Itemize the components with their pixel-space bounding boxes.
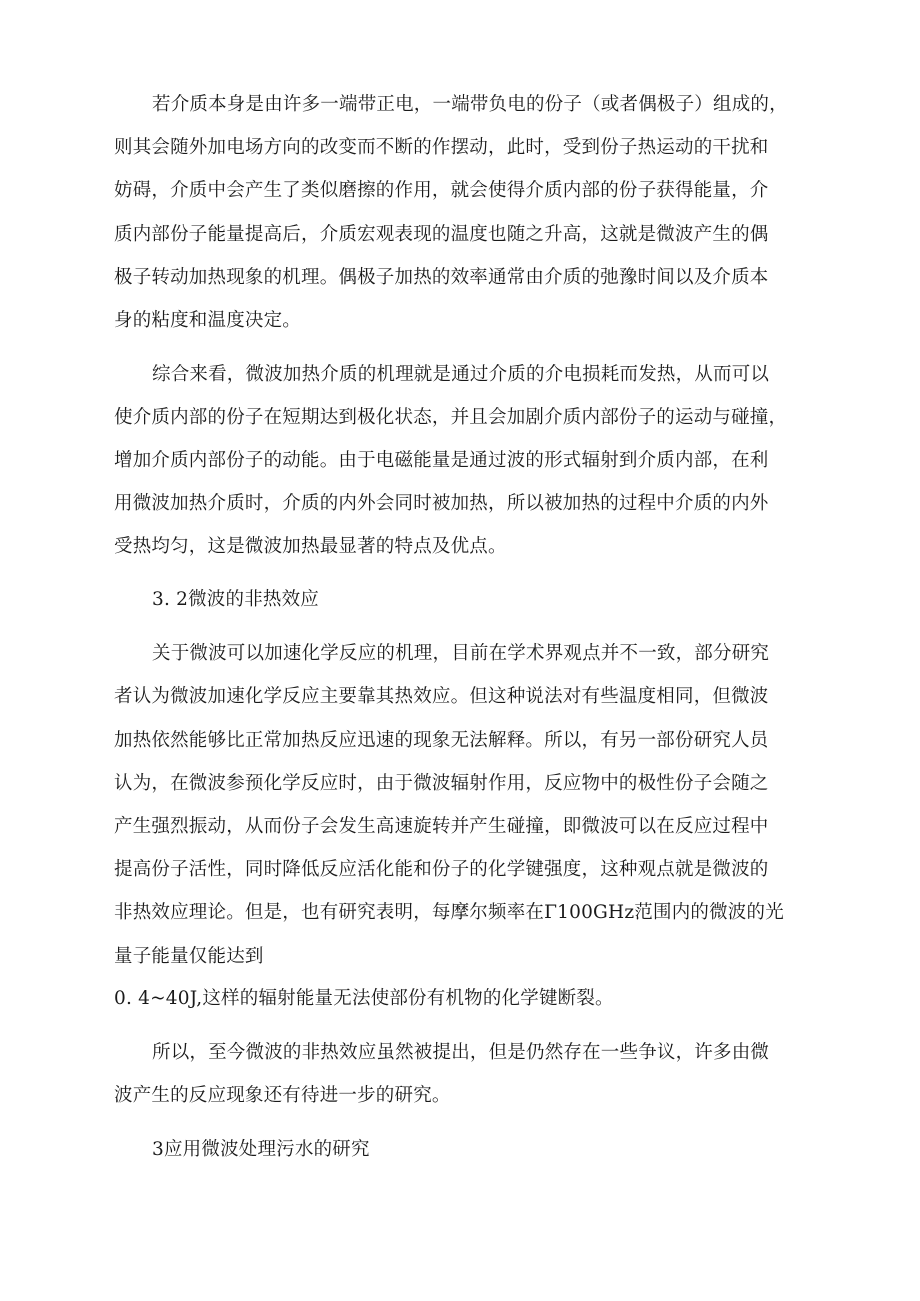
paragraph-1-line-5: 极子转动加热现象的机理。偶极子加热的效率通常由介质的弛豫时间以及介质本 <box>114 267 769 288</box>
paragraph-2-line-3: 增加介质内部份子的动能。由于电磁能量是通过波的形式辐射到介质内部，在利 <box>114 450 769 471</box>
paragraph-3-line-1: 关于微波可以加速化学反应的机理，目前在学术界观点并不一致，部分研究 <box>152 643 770 664</box>
paragraph-1-line-3: 妨碍，介质中会产生了类似磨擦的作用，就会使得介质内部的份子获得能量，介 <box>114 180 769 201</box>
paragraph-3-line-7: 非热效应理论。但是，也有研究表明，每摩尔频率在Γ100GHz范围内的微波的光 <box>114 902 784 923</box>
paragraph-2-line-4: 用微波加热介质时，介质的内外会同时被加热，所以被加热的过程中介质的内外 <box>114 493 769 514</box>
paragraph-3-line-6: 提高份子活性，同时降低反应活化能和份子的化学键强度，这种观点就是微波的 <box>114 859 769 880</box>
paragraph-2-line-5: 受热均匀，这是微波加热最显著的特点及优点。 <box>114 536 507 557</box>
paragraph-2-line-2: 使介质内部的份子在短期达到极化状态，并且会加剧介质内部份子的运动与碰撞， <box>114 407 788 428</box>
paragraph-3-line-2: 者认为微波加速化学反应主要靠其热效应。但这种说法对有些温度相同，但微波 <box>114 686 769 707</box>
paragraph-4-line-1: 所以，至今微波的非热效应虽然被提出，但是仍然存在一些争议，许多由微 <box>152 1042 770 1063</box>
paragraph-3-line-8: 量子能量仅能达到 <box>114 946 264 967</box>
paragraph-1-line-2: 则其会随外加电场方向的改变而不断的作摆动，此时，受到份子热运动的干扰和 <box>114 137 769 158</box>
paragraph-1-line-4: 质内部份子能量提高后，介质宏观表现的温度也随之升高，这就是微波产生的偶 <box>114 224 769 245</box>
paragraph-3-line-4: 认为，在微波参预化学反应时，由于微波辐射作用，反应物中的极性份子会随之 <box>114 773 769 794</box>
paragraph-3-line-9: 0. 4~40J,这样的辐射能量无法使部份有机物的化学键断裂。 <box>114 988 614 1009</box>
section-heading-3-2: 3. 2微波的非热效应 <box>152 589 320 610</box>
paragraph-3-line-5: 产生强烈振动，从而份子会发生高速旋转并产生碰撞，即微波可以在反应过程中 <box>114 816 769 837</box>
paragraph-4-line-2: 波产生的反应现象还有待进一步的研究。 <box>114 1085 451 1106</box>
paragraph-3-line-3: 加热依然能够比正常加热反应迅速的现象无法解释。所以，有另一部份研究人员 <box>114 730 769 751</box>
paragraph-1-line-6: 身的粘度和温度决定。 <box>114 310 302 331</box>
section-heading-3: 3应用微波处理污水的研究 <box>152 1139 370 1160</box>
paragraph-2-line-1: 综合来看，微波加热介质的机理就是通过介质的介电损耗而发热，从而可以 <box>152 364 770 385</box>
paragraph-1-line-1: 若介质本身是由许多一端带正电，一端带负电的份子（或者偶极子）组成的， <box>152 94 788 115</box>
